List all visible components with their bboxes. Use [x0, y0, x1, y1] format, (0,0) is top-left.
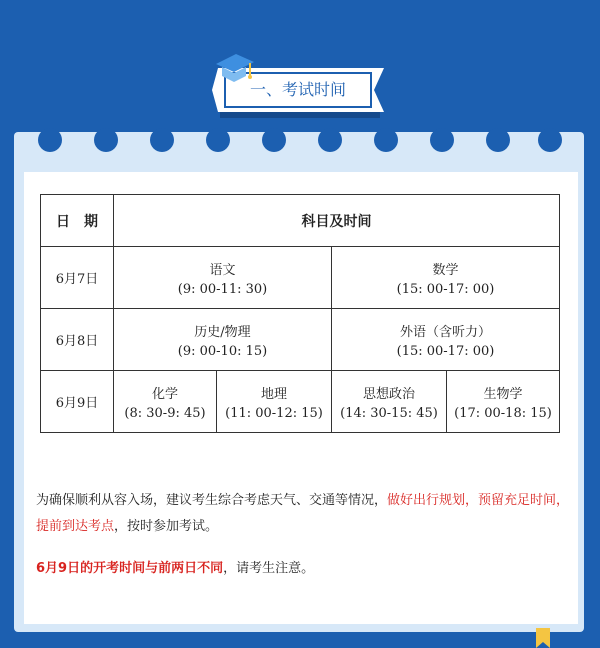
- subject-cell: [114, 309, 332, 371]
- subject-cell: [217, 371, 332, 433]
- date-cell: 6月7日: [41, 247, 114, 309]
- binder-hole: [150, 128, 174, 152]
- note-highlight: 做好出行规划，预留充足时间，提前到达考点: [36, 493, 570, 534]
- binder-hole: [262, 128, 286, 152]
- table-row: [41, 371, 560, 433]
- subject-time: (9: 00-10: 15): [177, 343, 268, 359]
- note-text: 为确保顺利从容入场，建议考生综合考虑天气、交通等情况，: [36, 493, 388, 508]
- header-date: 日 期: [41, 195, 114, 247]
- table-row: [41, 309, 560, 371]
- subject-name: 思想政治: [362, 386, 415, 402]
- subject-name: 化学: [151, 386, 178, 402]
- note-text: ，请考生注意。: [223, 561, 315, 576]
- table-header-row: [41, 195, 560, 247]
- subject-time: (9: 00-11: 30): [177, 281, 268, 297]
- exam-schedule-table: [40, 194, 560, 433]
- subject-cell: [332, 371, 447, 433]
- binder-hole: [206, 128, 230, 152]
- subject-name: 语文: [209, 262, 236, 278]
- binder-hole: [486, 128, 510, 152]
- binder-hole: [94, 128, 118, 152]
- binder-hole: [538, 128, 562, 152]
- binder-hole: [38, 128, 62, 152]
- bookmark-ribbon: [536, 628, 550, 648]
- subject-time: (15: 00-17: 00): [396, 281, 495, 297]
- subject-name: 历史/物理: [194, 324, 251, 340]
- schedule-warning-note: [36, 556, 576, 582]
- subject-time: (17: 00-18: 15): [454, 405, 552, 421]
- date-cell: 6月9日: [41, 371, 114, 433]
- title-ribbon-shadow: [220, 112, 380, 118]
- subject-cell: [332, 247, 560, 309]
- subject-name: 生物学: [483, 386, 523, 402]
- note-text: ，按时参加考试。: [114, 519, 219, 534]
- header-subjects: 科目及时间: [114, 195, 560, 247]
- travel-advice-note: [36, 488, 576, 540]
- graduation-cap-icon: [214, 50, 254, 84]
- binder-hole: [430, 128, 454, 152]
- note-highlight: 6月9日的开考时间与前两日不同: [36, 561, 224, 576]
- date-cell: 6月8日: [41, 309, 114, 371]
- subject-name: 外语（含听力）: [399, 324, 491, 340]
- subject-time: (11: 00-12: 15): [225, 405, 323, 421]
- binder-hole: [318, 128, 342, 152]
- subject-time: (14: 30-15: 45): [340, 405, 438, 421]
- section-title: 一、考试时间: [249, 80, 346, 99]
- subject-name: 地理: [260, 386, 287, 402]
- subject-cell: [114, 247, 332, 309]
- binder-hole: [374, 128, 398, 152]
- subject-name: 数学: [432, 262, 459, 278]
- subject-time: (8: 30-9: 45): [124, 405, 206, 421]
- subject-cell: [332, 309, 560, 371]
- subject-time: (15: 00-17: 00): [396, 343, 495, 359]
- table-row: [41, 247, 560, 309]
- subject-cell: [114, 371, 217, 433]
- subject-cell: [447, 371, 560, 433]
